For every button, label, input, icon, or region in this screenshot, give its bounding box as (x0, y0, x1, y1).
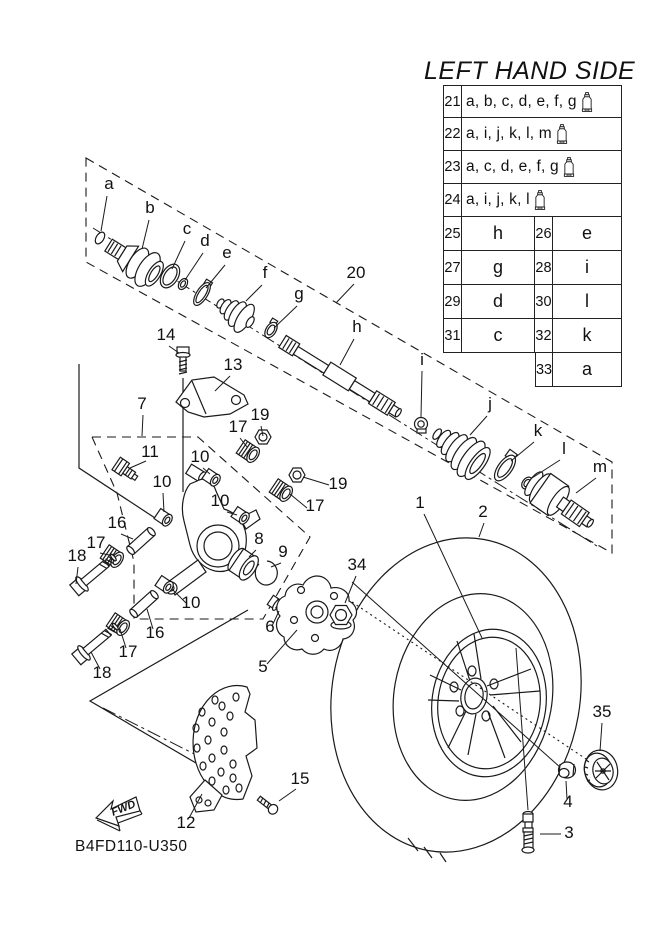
callout-17: 17 (86, 533, 106, 552)
grease-tube-icon (534, 189, 546, 211)
row-letter: d (462, 285, 535, 319)
part-f-boot (209, 288, 261, 337)
part-k-boot-clamp (491, 449, 522, 484)
callout-19: 19 (250, 405, 270, 424)
fwd-arrow (96, 797, 142, 831)
part-9-circlip (255, 561, 277, 585)
row-letter: i (553, 251, 622, 285)
part-18-bolt (71, 619, 123, 667)
callout-g: g (294, 284, 304, 303)
callout-7: 7 (137, 394, 147, 413)
part-14-bolt (176, 347, 190, 374)
page-title: LEFT HAND SIDE (424, 57, 636, 85)
callout-c: c (182, 219, 192, 238)
part-35-cap (581, 747, 622, 793)
row-letter: k (553, 319, 622, 353)
part-d-ring (176, 277, 189, 291)
row-number: 30 (535, 285, 553, 319)
row-number: 27 (443, 251, 462, 285)
callout-l: l (562, 439, 566, 458)
callout-5: 5 (258, 657, 268, 676)
part-j-boot (422, 415, 495, 484)
callout-m: m (592, 457, 608, 476)
row-letters: a, b, c, d, e, f, g (466, 92, 577, 110)
row-number: 24 (443, 184, 462, 217)
row-number: 22 (443, 118, 462, 151)
callout-18: 18 (92, 663, 112, 682)
callout-h: h (352, 317, 362, 336)
table-row (443, 353, 622, 387)
table-row (443, 285, 622, 319)
row-letters: a, c, d, e, f, g (466, 158, 559, 175)
callout-1: 1 (415, 493, 425, 512)
grease-tube-icon (581, 91, 593, 113)
part-16-collar (128, 589, 159, 619)
part-19-nut (289, 468, 305, 482)
row-letter: l (553, 285, 622, 319)
callout-4: 4 (563, 792, 573, 811)
callout-15: 15 (290, 769, 310, 788)
callout-12: 12 (176, 813, 196, 832)
callout-2: 2 (478, 502, 488, 521)
callout-a: a (104, 174, 114, 193)
callout-i: i (420, 350, 424, 369)
callout-e: e (222, 243, 232, 262)
row-letter: e (553, 217, 622, 251)
part-m-outer-cv-joint (519, 466, 602, 539)
callout-35: 35 (592, 702, 612, 721)
part-a-circlip (93, 230, 106, 245)
grease-tube-icon (563, 156, 575, 178)
row-number (443, 353, 462, 387)
table-row (443, 151, 622, 184)
row-letters: a, i, j, k, l, m (466, 125, 552, 142)
row-letter (462, 353, 535, 387)
row-number: 28 (535, 251, 553, 285)
table-row (443, 118, 622, 151)
callout-d: d (200, 231, 210, 250)
callout-j: j (488, 394, 492, 413)
row-number: 29 (443, 285, 462, 319)
part-34-nut (330, 606, 352, 630)
callout-17: 17 (305, 496, 325, 515)
row-letter: a (553, 353, 622, 387)
part-i-clip (415, 418, 428, 434)
grease-tube-icon (556, 123, 568, 145)
callout-16: 16 (145, 623, 165, 642)
part-11-fitting (112, 457, 141, 483)
row-letter: c (462, 319, 535, 353)
table-row (443, 85, 622, 118)
part-19-nut (255, 430, 271, 444)
callout-13: 13 (223, 355, 243, 374)
callout-10: 10 (181, 593, 201, 612)
row-number: 23 (443, 151, 462, 184)
callout-f: f (262, 263, 268, 282)
drawing-code: B4FD110-U350 (75, 838, 188, 855)
callout-10: 10 (210, 491, 230, 510)
callout-20: 20 (346, 263, 366, 282)
row-number: 31 (443, 319, 462, 353)
callout-11: 11 (141, 442, 159, 461)
table-row (443, 184, 622, 217)
callout-17: 17 (118, 642, 138, 661)
callout-14: 14 (156, 325, 176, 344)
part-h-drive-shaft (279, 335, 404, 421)
row-letter: g (462, 251, 535, 285)
part-13-bracket (176, 377, 248, 417)
part-3-valve-stem (522, 812, 534, 854)
row-letters: a, i, j, k, l (466, 191, 530, 208)
row-number: 26 (535, 217, 553, 251)
callout-8: 8 (254, 529, 264, 548)
callout-k: k (533, 421, 543, 440)
row-number: 21 (443, 85, 462, 118)
part-4-lug-nut (559, 762, 576, 778)
callout-6: 6 (265, 617, 275, 636)
callout-19: 19 (328, 474, 348, 493)
row-letter: h (462, 217, 535, 251)
row-number: 33 (535, 353, 553, 387)
callout-10: 10 (152, 472, 172, 491)
part-16-collar (125, 526, 156, 556)
row-number: 25 (443, 217, 462, 251)
callout-9: 9 (278, 542, 288, 561)
callout-17: 17 (228, 417, 248, 436)
table-row (443, 319, 622, 353)
callout-b: b (145, 198, 155, 217)
part-e-boot-clamp (190, 278, 214, 308)
application-table (443, 85, 622, 387)
callout-16: 16 (107, 513, 127, 532)
row-number: 32 (535, 319, 553, 353)
callout-10: 10 (190, 447, 210, 466)
callout-34: 34 (347, 555, 367, 574)
callout-3: 3 (564, 823, 574, 842)
callout-18: 18 (67, 546, 87, 565)
part-15-screw (256, 794, 280, 816)
part-g-boot-clamp (262, 318, 281, 340)
part-17-seal (269, 478, 295, 503)
table-row (443, 251, 622, 285)
part-12-disc-guard (190, 686, 257, 812)
fwd-label: FWD (109, 798, 138, 819)
table-row (443, 217, 622, 251)
